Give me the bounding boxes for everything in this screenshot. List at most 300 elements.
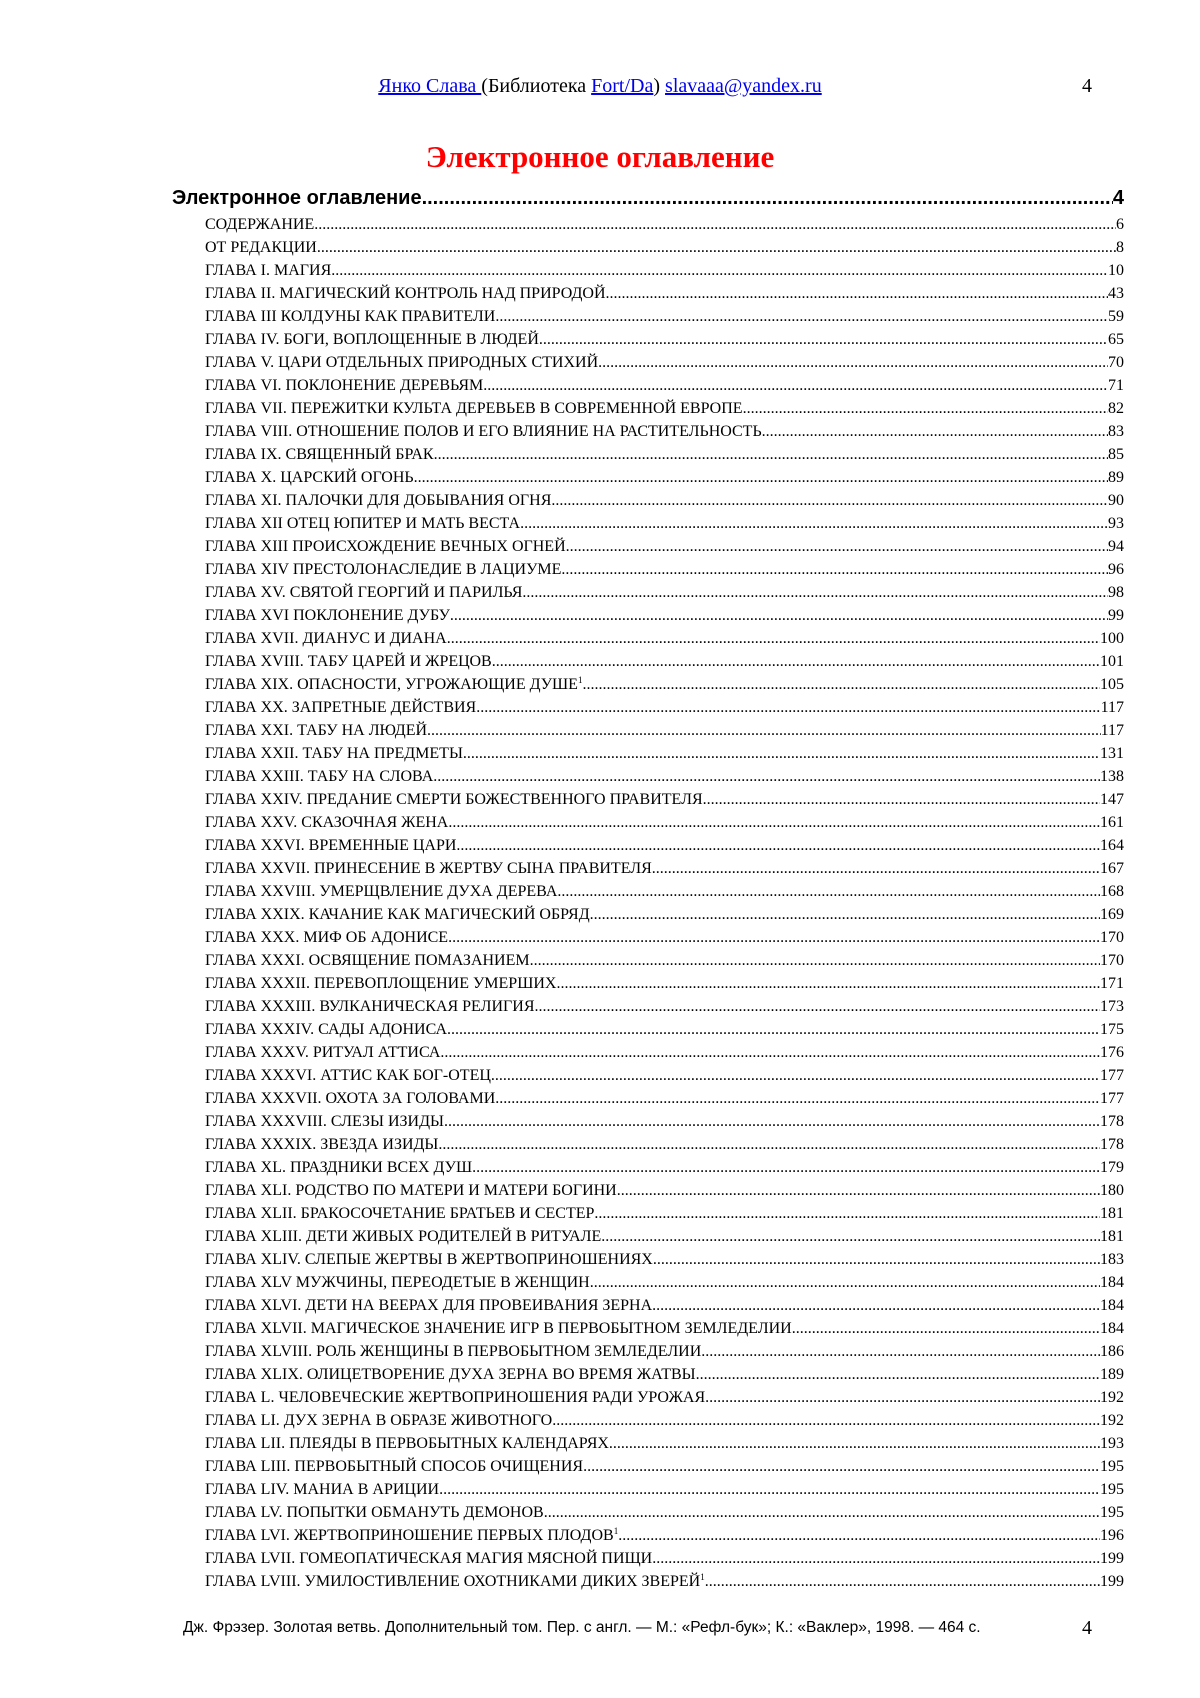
toc-entry-text: ГЛАВА XLI. РОДСТВО ПО МАТЕРИ И МАТЕРИ БОГИНИ	[205, 1182, 617, 1199]
toc-entry-text: ГЛАВА LVI. ЖЕРТВОПРИНОШЕНИЕ ПЕРВЫХ ПЛОДОВ	[205, 1527, 614, 1544]
toc-entry-text: ГЛАВА I. МАГИЯ	[205, 262, 332, 279]
toc-entry-page: 85	[1108, 446, 1124, 463]
toc-entry-page: 170	[1100, 929, 1124, 946]
toc-entry-text: ГЛАВА X. ЦАРСКИЙ ОГОНЬ	[205, 469, 414, 486]
toc-entry[interactable]	[205, 971, 1124, 994]
toc-entry-page: 117	[1100, 722, 1124, 739]
toc-entry[interactable]	[205, 1201, 1124, 1224]
toc-leader-dots	[653, 1250, 1100, 1270]
toc-entry-title	[205, 1365, 696, 1385]
toc-entry[interactable]	[205, 281, 1124, 304]
toc-leader-dots	[594, 1204, 1100, 1224]
toc-entry-title	[205, 1112, 444, 1132]
toc-entry[interactable]	[205, 1316, 1124, 1339]
toc-entry-title	[205, 1227, 601, 1247]
toc-leader-dots	[472, 1158, 1100, 1178]
toc-entry-title	[205, 238, 317, 258]
toc-entry[interactable]	[205, 902, 1124, 925]
toc-entry-page: 6	[1116, 216, 1124, 233]
toc-entry-title	[205, 790, 703, 810]
toc-entry-text: ГЛАВА XIX. ОПАСНОСТИ, УГРОЖАЮЩИЕ ДУШЕ	[205, 676, 578, 693]
toc-entry-page: 192	[1100, 1389, 1124, 1406]
toc-leader-dots	[450, 606, 1108, 626]
footnote-marker: 1	[577, 675, 583, 685]
toc-entry[interactable]	[205, 787, 1124, 810]
toc-leader-dots	[590, 1273, 1100, 1293]
toc-entry-text: ГЛАВА XXVIII. УМЕРЩВЛЕНИЕ ДУХА ДЕРЕВА	[205, 883, 558, 900]
toc-leader-dots	[491, 1066, 1100, 1086]
toc-entry[interactable]	[205, 465, 1124, 488]
toc-entry[interactable]	[205, 1109, 1124, 1132]
toc-entry-page: 181	[1100, 1205, 1124, 1222]
toc-entry-title	[205, 1089, 495, 1109]
toc-entry-page: 178	[1100, 1113, 1124, 1130]
toc-entry-text: ГЛАВА VII. ПЕРЕЖИТКИ КУЛЬТА ДЕРЕВЬЕВ В СОВРЕМЕННОЙ ЕВРОПЕ	[205, 400, 743, 417]
toc-entry[interactable]	[205, 1362, 1124, 1385]
toc-entry[interactable]	[205, 534, 1124, 557]
toc-leader-dots	[535, 997, 1101, 1017]
toc-leader-dots	[495, 1089, 1100, 1109]
toc-entry-page: 184	[1100, 1274, 1124, 1291]
toc-entry-page: 138	[1100, 768, 1124, 785]
toc-entry-title	[205, 1135, 438, 1155]
toc-entry[interactable]	[205, 1569, 1124, 1592]
toc-entry-title	[205, 721, 427, 741]
toc-entry[interactable]	[205, 1270, 1124, 1293]
toc-entry-page: 82	[1108, 400, 1124, 417]
toc-entry[interactable]	[205, 925, 1124, 948]
toc-entry[interactable]	[205, 258, 1124, 281]
toc-leader-dots	[652, 1549, 1100, 1569]
toc-entry[interactable]	[205, 1546, 1124, 1569]
toc-entry[interactable]	[205, 1017, 1124, 1040]
toc-leader-dots	[652, 859, 1100, 879]
toc-entry-text: ГЛАВА V. ЦАРИ ОТДЕЛЬНЫХ ПРИРОДНЫХ СТИХИЙ	[205, 354, 599, 371]
toc-entry-title	[205, 1181, 617, 1201]
toc-leader-dots	[440, 1043, 1100, 1063]
toc-leader-dots	[492, 652, 1100, 672]
toc-leader-dots	[705, 1572, 1100, 1592]
toc-entry-title	[205, 1273, 590, 1293]
toc-entry-title	[205, 399, 743, 419]
toc-leader-dots	[598, 353, 1108, 373]
toc-entry[interactable]	[205, 212, 1124, 235]
toc-leader-dots	[705, 1388, 1100, 1408]
toc-entry-page: 178	[1100, 1136, 1124, 1153]
toc-entry-text: ГЛАВА XXV. СКАЗОЧНАЯ ЖЕНА	[205, 814, 449, 831]
toc-top-label: Электронное оглавление	[172, 187, 422, 209]
toc-leader-dots	[483, 376, 1108, 396]
toc-leader-dots	[609, 1434, 1100, 1454]
toc-entry-text: ГЛАВА XLIII. ДЕТИ ЖИВЫХ РОДИТЕЛЕЙ В РИТУАЛЕ	[205, 1228, 602, 1245]
toc-entry-text: ГЛАВА XLV МУЖЧИНЫ, ПЕРЕОДЕТЫЕ В ЖЕНЩИН	[205, 1274, 590, 1291]
toc-entry-page: 94	[1108, 538, 1124, 555]
toc-entry-text: ГЛАВА XVI ПОКЛОНЕНИЕ ДУБУ	[205, 607, 450, 624]
toc-entry[interactable]	[205, 856, 1124, 879]
toc-entry[interactable]	[205, 373, 1124, 396]
toc-entry-text: ГЛАВА XXI. ТАБУ НА ЛЮДЕЙ	[205, 722, 428, 739]
toc-entry-text: ГЛАВА XXIX. КАЧАНИЕ КАК МАГИЧЕСКИЙ ОБРЯД	[205, 906, 590, 923]
toc-leader-dots	[566, 537, 1108, 557]
toc-entry[interactable]	[205, 1431, 1124, 1454]
toc-entry-text: ГЛАВА LIV. МАНИА В АРИЦИИ	[205, 1481, 440, 1498]
toc-leader-dots	[544, 1503, 1100, 1523]
toc-entry-page: 10	[1108, 262, 1124, 279]
toc-entry[interactable]	[205, 879, 1124, 902]
toc-entry-page: 43	[1108, 285, 1124, 302]
toc-entry-text: ГЛАВА XLVI. ДЕТИ НА ВЕЕРАХ ДЛЯ ПРОВЕИВАНИЯ ЗЕРНА	[205, 1297, 653, 1314]
toc-entry-text: ГЛАВА XLVIII. РОЛЬ ЖЕНЩИНЫ В ПЕРВОБЫТНОМ ЗЕМЛЕДЕЛИИ	[205, 1343, 702, 1360]
toc-leader-dots	[606, 284, 1109, 304]
toc-entry-title	[205, 307, 495, 327]
toc-entry-title	[205, 376, 483, 396]
toc-entry-page: 70	[1108, 354, 1124, 371]
toc-entry-title	[205, 744, 463, 764]
toc-entry-page: 100	[1100, 630, 1124, 647]
toc-leader-dots	[557, 882, 1100, 902]
toc-leader-dots	[444, 1112, 1100, 1132]
toc-entry-title	[205, 1204, 594, 1224]
toc-entry[interactable]	[205, 304, 1124, 327]
email-link[interactable]: slavaaa@yandex.ru	[665, 75, 822, 97]
toc-entry-title	[205, 514, 520, 534]
toc-entry-title	[205, 1342, 701, 1362]
toc-entry-text: ГЛАВА XX. ЗАПРЕТНЫЕ ДЕЙСТВИЯ	[205, 699, 477, 716]
toc-entry-text: ГЛАВА LV. ПОПЫТКИ ОБМАНУТЬ ДЕМОНОВ	[205, 1504, 544, 1521]
toc-entry-text: ГЛАВА XLII. БРАКОСОЧЕТАНИЕ БРАТЬЕВ И СЕСТЕР	[205, 1205, 595, 1222]
toc-leader-dots	[422, 185, 1113, 211]
library-suffix: )	[653, 75, 666, 97]
toc-entry-page: 164	[1100, 837, 1124, 854]
toc-leader-dots	[447, 629, 1100, 649]
toc-entry-title	[205, 491, 551, 511]
toc-entry-page: 192	[1100, 1412, 1124, 1429]
toc-entry-title	[205, 951, 530, 971]
toc-entry-title	[205, 1250, 653, 1270]
toc-entry-title	[205, 1296, 652, 1316]
toc-entry-page: 184	[1100, 1297, 1124, 1314]
toc-entry-text: ГЛАВА LI. ДУХ ЗЕРНА В ОБРАЗЕ ЖИВОТНОГО	[205, 1412, 553, 1429]
toc-entry[interactable]	[205, 1385, 1124, 1408]
toc-leader-dots	[652, 1296, 1100, 1316]
toc-entry[interactable]	[205, 557, 1124, 580]
toc-entry[interactable]	[205, 1155, 1124, 1178]
toc-entry-page: 173	[1100, 998, 1124, 1015]
toc-leader-dots	[583, 1457, 1100, 1477]
toc-leader-dots	[703, 790, 1100, 810]
toc-entry-text: ГЛАВА XXVI. ВРЕМЕННЫЕ ЦАРИ	[205, 837, 457, 854]
toc-entry-title	[205, 1158, 472, 1178]
toc-entry-title	[205, 836, 456, 856]
toc-entry-page: 117	[1100, 699, 1124, 716]
toc-top-page: 4	[1112, 187, 1124, 209]
toc-entry-title	[205, 1480, 439, 1500]
page-footer	[0, 1616, 1200, 1640]
toc-entry-text: ГЛАВА XXXIII. ВУЛКАНИЧЕСКАЯ РЕЛИГИЯ	[205, 998, 535, 1015]
toc-entry-text: ГЛАВА XXXV. РИТУАЛ АТТИСА	[205, 1044, 441, 1061]
toc-entry-page: 193	[1100, 1435, 1124, 1452]
toc-entry-page: 196	[1100, 1527, 1124, 1544]
header-page-number: 4	[1082, 75, 1092, 97]
toc-entry-text: ГЛАВА VI. ПОКЛОНЕНИЕ ДЕРЕВЬЯМ	[205, 377, 484, 394]
toc-entry-text: ГЛАВА XV. СВЯТОЙ ГЕОРГИЙ И ПАРИЛЬЯ	[205, 584, 523, 601]
footer-page-number: 4	[1082, 1617, 1092, 1639]
toc-entry-page: 169	[1100, 906, 1124, 923]
toc-leader-dots	[447, 1020, 1100, 1040]
toc-entry[interactable]	[205, 1339, 1124, 1362]
toc-entry-text: ГЛАВА III КОЛДУНЫ КАК ПРАВИТЕЛИ	[205, 308, 496, 325]
toc-entry-page: 99	[1108, 607, 1124, 624]
toc-entry[interactable]	[205, 1086, 1124, 1109]
toc-entry-title	[205, 330, 539, 350]
toc-leader-dots	[792, 1319, 1100, 1339]
toc-entry-title	[205, 859, 652, 879]
toc-entry-text: ГЛАВА XXX. МИФ ОБ АДОНИСЕ	[205, 929, 449, 946]
toc-entry-text: ГЛАВА XIV ПРЕСТОЛОНАСЛЕДИЕ В ЛАЦИУМЕ	[205, 561, 562, 578]
toc-entry-text: ГЛАВА L. ЧЕЛОВЕЧЕСКИЕ ЖЕРТВОПРИНОШЕНИЯ РАДИ УРОЖАЯ	[205, 1389, 706, 1406]
toc-entry-title	[205, 215, 314, 235]
toc-entry-text: ГЛАВА IV. БОГИ, ВОПЛОЩЕННЫЕ В ЛЮДЕЙ	[205, 331, 539, 348]
toc-entry[interactable]	[205, 764, 1124, 787]
toc-entry[interactable]	[205, 649, 1124, 672]
toc-entry-page: 170	[1100, 952, 1124, 969]
toc-leader-dots	[314, 215, 1116, 235]
toc-leader-dots	[317, 238, 1116, 258]
toc-entry-title	[205, 767, 433, 787]
toc-entry[interactable]	[205, 695, 1124, 718]
toc-entry-page: 168	[1100, 883, 1124, 900]
toc-entry-text: ГЛАВА XLIX. ОЛИЦЕТВОРЕНИЕ ДУХА ЗЕРНА ВО ВРЕМЯ ЖАТВЫ	[205, 1366, 696, 1383]
toc-entry-text: ГЛАВА XXII. ТАБУ НА ПРЕДМЕТЫ	[205, 745, 463, 762]
toc-entry-title	[205, 1020, 447, 1040]
toc-entry-title	[205, 629, 447, 649]
toc-entry-page: 167	[1100, 860, 1124, 877]
toc-entry-page: 199	[1100, 1550, 1124, 1567]
toc-entry[interactable]	[205, 1247, 1124, 1270]
toc-entry-text: ГЛАВА XXIII. ТАБУ НА СЛОВА	[205, 768, 434, 785]
toc-entry-page: 195	[1100, 1481, 1124, 1498]
toc-entry-title	[205, 353, 598, 373]
toc-leader-dots	[762, 422, 1108, 442]
toc-entry-page: 195	[1100, 1504, 1124, 1521]
toc-entry[interactable]	[205, 1454, 1124, 1477]
toc-entry[interactable]	[205, 442, 1124, 465]
toc-entry-page: 96	[1108, 561, 1124, 578]
toc-entry-page: 90	[1108, 492, 1124, 509]
toc-entry-title	[205, 1434, 609, 1454]
toc-entry-title	[205, 652, 492, 672]
toc-leader-dots	[743, 399, 1108, 419]
toc-leader-dots	[439, 1480, 1100, 1500]
toc-entry[interactable]	[205, 1408, 1124, 1431]
toc-entry[interactable]	[205, 488, 1124, 511]
toc-entry-text: ГЛАВА XXXVI. АТТИС КАК БОГ-ОТЕЦ	[205, 1067, 491, 1084]
toc-entry-page: 183	[1100, 1251, 1124, 1268]
toc-entry[interactable]	[205, 1178, 1124, 1201]
toc-entry[interactable]	[205, 994, 1124, 1017]
toc-entry[interactable]	[205, 1500, 1124, 1523]
toc-leader-dots	[434, 445, 1108, 465]
page-title: Электронное оглавление	[425, 139, 775, 174]
toc-entry-list	[205, 212, 1124, 1592]
toc-entry-page: 131	[1100, 745, 1124, 762]
toc-entry-page: 179	[1100, 1159, 1124, 1176]
library-link[interactable]: Fort/Da	[591, 75, 654, 97]
toc-entry-page: 59	[1108, 308, 1124, 325]
library-prefix: (Библиотека	[481, 75, 592, 97]
toc-entry-text: ГЛАВА XXXII. ПЕРЕВОПЛОЩЕНИЕ УМЕРШИХ	[205, 975, 557, 992]
toc-entry-title	[205, 560, 561, 580]
toc-entry-text: ГЛАВА XIII ПРОИСХОЖДЕНИЕ ВЕЧНЫХ ОГНЕЙ	[205, 538, 566, 555]
toc-entry-text: ГЛАВА XI. ПАЛОЧКИ ДЛЯ ДОБЫВАНИЯ ОГНЯ	[205, 492, 552, 509]
toc-leader-dots	[618, 1526, 1100, 1546]
toc-entry-page: 177	[1100, 1067, 1124, 1084]
toc-entry-text: ГЛАВА LVII. ГОМЕОПАТИЧЕСКАЯ МАГИЯ МЯСНОЙ ПИЩИ	[205, 1550, 653, 1567]
toc-leader-dots	[617, 1181, 1100, 1201]
toc-entry-page: 105	[1100, 676, 1124, 693]
toc-entry[interactable]	[205, 419, 1124, 442]
toc-entry-title	[205, 1457, 583, 1477]
header-line	[0, 73, 1200, 99]
toc-entry-text: ГЛАВА IX. СВЯЩЕННЫЙ БРАК	[205, 446, 434, 463]
toc-leader-dots	[456, 836, 1100, 856]
toc-entry-text: ГЛАВА XVIII. ТАБУ ЦАРЕЙ И ЖРЕЦОВ	[205, 653, 492, 670]
toc-entry-title	[205, 928, 448, 948]
toc-entry-text: ГЛАВА XLIV. СЛЕПЫЕ ЖЕРТВЫ В ЖЕРТВОПРИНОШЕНИЯХ	[205, 1251, 653, 1268]
toc-entry[interactable]	[205, 833, 1124, 856]
toc-entry-text: ОТ РЕДАКЦИИ	[205, 239, 317, 256]
toc-entry[interactable]	[205, 235, 1124, 258]
toc-entry-page: 161	[1100, 814, 1124, 831]
toc-entry-page: 147	[1100, 791, 1124, 808]
toc-entry-text: ГЛАВА XXXVII. ОХОТА ЗА ГОЛОВАМИ	[205, 1090, 496, 1107]
toc-entry[interactable]	[205, 511, 1124, 534]
toc-entry-text: ГЛАВА XXXI. ОСВЯЩЕНИЕ ПОМАЗАНИЕМ	[205, 952, 530, 969]
footer-citation: Дж. Фрэзер. Золотая ветвь. Дополнительный том. Пер. с англ. — М.: «Рефл-бук»; К.: «Ваклер», 1998. — 464 с.	[183, 1619, 981, 1636]
toc-entry-text: ГЛАВА LII. ПЛЕЯДЫ В ПЕРВОБЫТНЫХ КАЛЕНДАРЯХ	[205, 1435, 609, 1452]
author-link[interactable]: Янко Слава	[378, 75, 482, 97]
toc-entry-page: 177	[1100, 1090, 1124, 1107]
toc-entry-title	[205, 675, 582, 695]
toc-leader-dots	[551, 491, 1108, 511]
toc-entry-title	[205, 445, 434, 465]
toc-entry-text: ГЛАВА II. МАГИЧЕСКИЙ КОНТРОЛЬ НАД ПРИРОДОЙ	[205, 285, 606, 302]
toc-entry-title	[205, 1043, 440, 1063]
toc-entry[interactable]	[205, 718, 1124, 741]
toc-entry[interactable]	[205, 1040, 1124, 1063]
toc-leader-dots	[414, 468, 1108, 488]
toc-entry[interactable]	[205, 948, 1124, 971]
toc-entry-page: 89	[1108, 469, 1124, 486]
toc-entry[interactable]	[205, 603, 1124, 626]
toc-entry-page: 98	[1108, 584, 1124, 601]
toc-entry-page: 101	[1100, 653, 1124, 670]
toc-entry[interactable]	[205, 1224, 1124, 1247]
toc-entry-page: 180	[1100, 1182, 1124, 1199]
toc-entry[interactable]	[205, 626, 1124, 649]
toc-leader-dots	[552, 1411, 1100, 1431]
toc-entry-title	[205, 905, 590, 925]
toc-entry-text: ГЛАВА XXXIX. ЗВЕЗДА ИЗИДЫ	[205, 1136, 439, 1153]
toc-entry-title	[205, 1388, 705, 1408]
toc-leader-dots	[561, 560, 1108, 580]
toc-leader-dots	[495, 307, 1108, 327]
toc-entry-page: 199	[1100, 1573, 1124, 1590]
toc-entry-page: 93	[1108, 515, 1124, 532]
toc-leader-dots	[696, 1365, 1100, 1385]
toc-entry-text: ГЛАВА XXIV. ПРЕДАНИЕ СМЕРТИ БОЖЕСТВЕННОГО ПРАВИТЕЛЯ	[205, 791, 703, 808]
toc-entry-page: 195	[1100, 1458, 1124, 1475]
toc-entry-text: ГЛАВА XXVII. ПРИНЕСЕНИЕ В ЖЕРТВУ СЫНА ПРАВИТЕЛЯ	[205, 860, 652, 877]
toc-leader-dots	[582, 675, 1100, 695]
toc-entry-page: 171	[1100, 975, 1124, 992]
toc-leader-dots	[530, 951, 1100, 971]
toc-entry-text: ГЛАВА LVIII. УМИЛОСТИВЛЕНИЕ ОХОТНИКАМИ ДИКИХ ЗВЕРЕЙ	[205, 1573, 701, 1590]
toc-leader-dots	[539, 330, 1108, 350]
toc-entry-text: ГЛАВА XVII. ДИАНУС И ДИАНА	[205, 630, 447, 647]
toc-entry-title	[205, 882, 557, 902]
toc-leader-dots	[701, 1342, 1100, 1362]
toc-entry-page: 176	[1100, 1044, 1124, 1061]
toc-leader-dots	[448, 928, 1100, 948]
toc-entry[interactable]	[205, 350, 1124, 373]
toc-entry[interactable]	[205, 580, 1124, 603]
toc-entry[interactable]	[205, 396, 1124, 419]
toc-entry[interactable]	[205, 741, 1124, 764]
toc-entry-title	[205, 537, 566, 557]
toc-entry[interactable]	[205, 1523, 1124, 1546]
toc-entry-text: ГЛАВА XLVII. МАГИЧЕСКОЕ ЗНАЧЕНИЕ ИГР В ПЕРВОБЫТНОМ ЗЕМЛЕДЕЛИИ	[205, 1320, 792, 1337]
toc-entry-title	[205, 1411, 552, 1431]
toc-entry-page: 181	[1100, 1228, 1124, 1245]
toc-entry-title	[205, 1572, 705, 1592]
footnote-marker: 1	[700, 1572, 705, 1582]
toc-entry[interactable]	[205, 1132, 1124, 1155]
toc-entry[interactable]	[205, 1477, 1124, 1500]
toc-leader-dots	[522, 583, 1108, 603]
toc-entry[interactable]	[205, 1293, 1124, 1316]
toc-entry[interactable]	[205, 810, 1124, 833]
toc-leader-dots	[556, 974, 1100, 994]
toc-entry-page: 8	[1116, 239, 1124, 256]
toc-entry-text: ГЛАВА XXXVIII. СЛЕЗЫ ИЗИДЫ	[205, 1113, 444, 1130]
toc-entry-title	[205, 468, 414, 488]
toc-leader-dots	[433, 767, 1100, 787]
toc-top-entry[interactable]	[172, 185, 1124, 211]
toc-entry-title	[205, 698, 476, 718]
toc-leader-dots	[331, 261, 1108, 281]
toc-entry-page: 186	[1100, 1343, 1124, 1360]
toc-entry-title	[205, 261, 331, 281]
toc-entry-title	[205, 1549, 652, 1569]
toc-entry-title	[205, 422, 762, 442]
toc-leader-dots	[590, 905, 1100, 925]
toc-leader-dots	[448, 813, 1100, 833]
toc-entry-text: ГЛАВА XL. ПРАЗДНИКИ ВСЕХ ДУШ	[205, 1159, 473, 1176]
toc-entry[interactable]	[205, 327, 1124, 350]
toc-entry-title	[205, 813, 448, 833]
toc-entry-text: ГЛАВА LIII. ПЕРВОБЫТНЫЙ СПОСОБ ОЧИЩЕНИЯ	[205, 1458, 584, 1475]
toc-entry-text: ГЛАВА XII ОТЕЦ ЮПИТЕР И МАТЬ ВЕСТА	[205, 515, 521, 532]
toc-entry-page: 83	[1108, 423, 1124, 440]
toc-entry-page: 189	[1100, 1366, 1124, 1383]
toc-entry-title	[205, 974, 556, 994]
toc-entry-title	[205, 284, 606, 304]
toc-entry-page: 71	[1108, 377, 1124, 394]
toc-entry[interactable]	[205, 1063, 1124, 1086]
toc-entry-page: 184	[1100, 1320, 1124, 1337]
toc-entry[interactable]	[205, 672, 1124, 695]
